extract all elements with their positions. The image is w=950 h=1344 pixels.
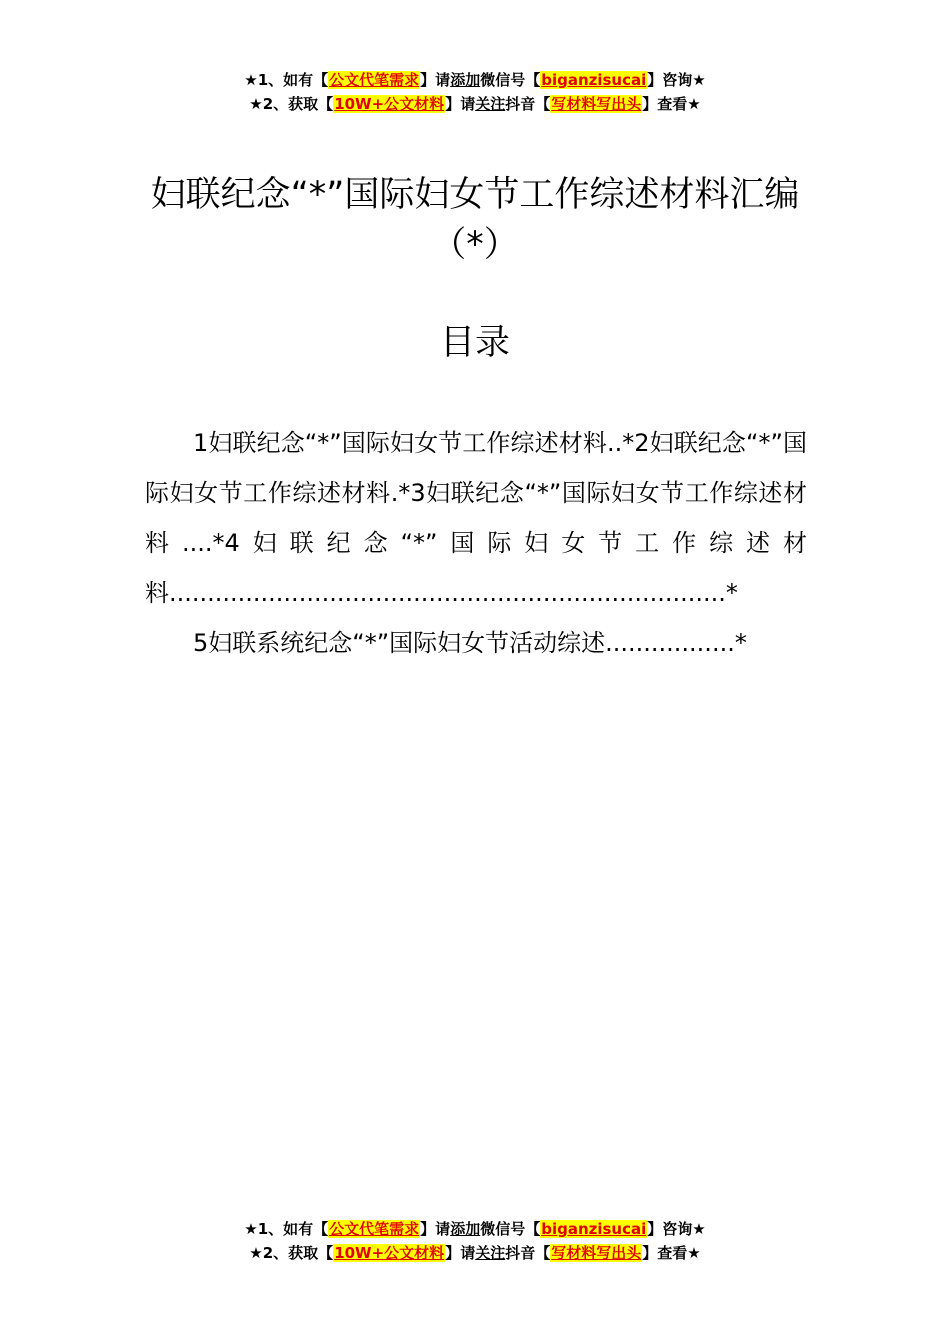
banner-line-1: ★1、如有【公文代笔需求】请添加微信号【biganzisucai】咨询★ — [244, 71, 706, 89]
table-of-contents — [145, 418, 807, 668]
highlight-wechat-id: biganzisucai — [541, 1220, 647, 1238]
highlight-materials: 10W+公文材料 — [334, 95, 445, 113]
highlight-douyin-account: 写材料写出头 — [551, 1244, 642, 1262]
highlight-wechat-id: biganzisucai — [541, 71, 647, 89]
highlight-service: 公文代笔需求 — [329, 1220, 420, 1238]
toc-heading: 目录 — [439, 323, 510, 363]
banner-line-2: ★2、获取【10W+公文材料】请关注抖音【写材料写出头】查看★ — [249, 95, 701, 113]
header-banner — [0, 68, 950, 116]
highlight-douyin-account: 写材料写出头 — [551, 95, 642, 113]
toc-paragraph: 5妇联系统纪念“*”国际妇女节活动综述.................* — [193, 629, 747, 657]
highlight-materials: 10W+公文材料 — [334, 1244, 445, 1262]
document-title: 妇联纪念“*”国际妇女节工作综述材料汇编（*） — [150, 175, 800, 265]
footer-banner — [0, 1217, 950, 1265]
highlight-service: 公文代笔需求 — [329, 71, 420, 89]
toc-paragraph: 1妇联纪念“*”国际妇女节工作综述材料..*2妇联纪念“*”国际妇女节工作综述材料.*3妇联纪念“*”国际妇女节工作综述材料....*4妇联纪念“*”国际妇女节工作综述材料.........................................................................* — [145, 429, 807, 607]
banner-line-1: ★1、如有【公文代笔需求】请添加微信号【biganzisucai】咨询★ — [244, 1220, 706, 1238]
banner-line-2: ★2、获取【10W+公文材料】请关注抖音【写材料写出头】查看★ — [249, 1244, 701, 1262]
